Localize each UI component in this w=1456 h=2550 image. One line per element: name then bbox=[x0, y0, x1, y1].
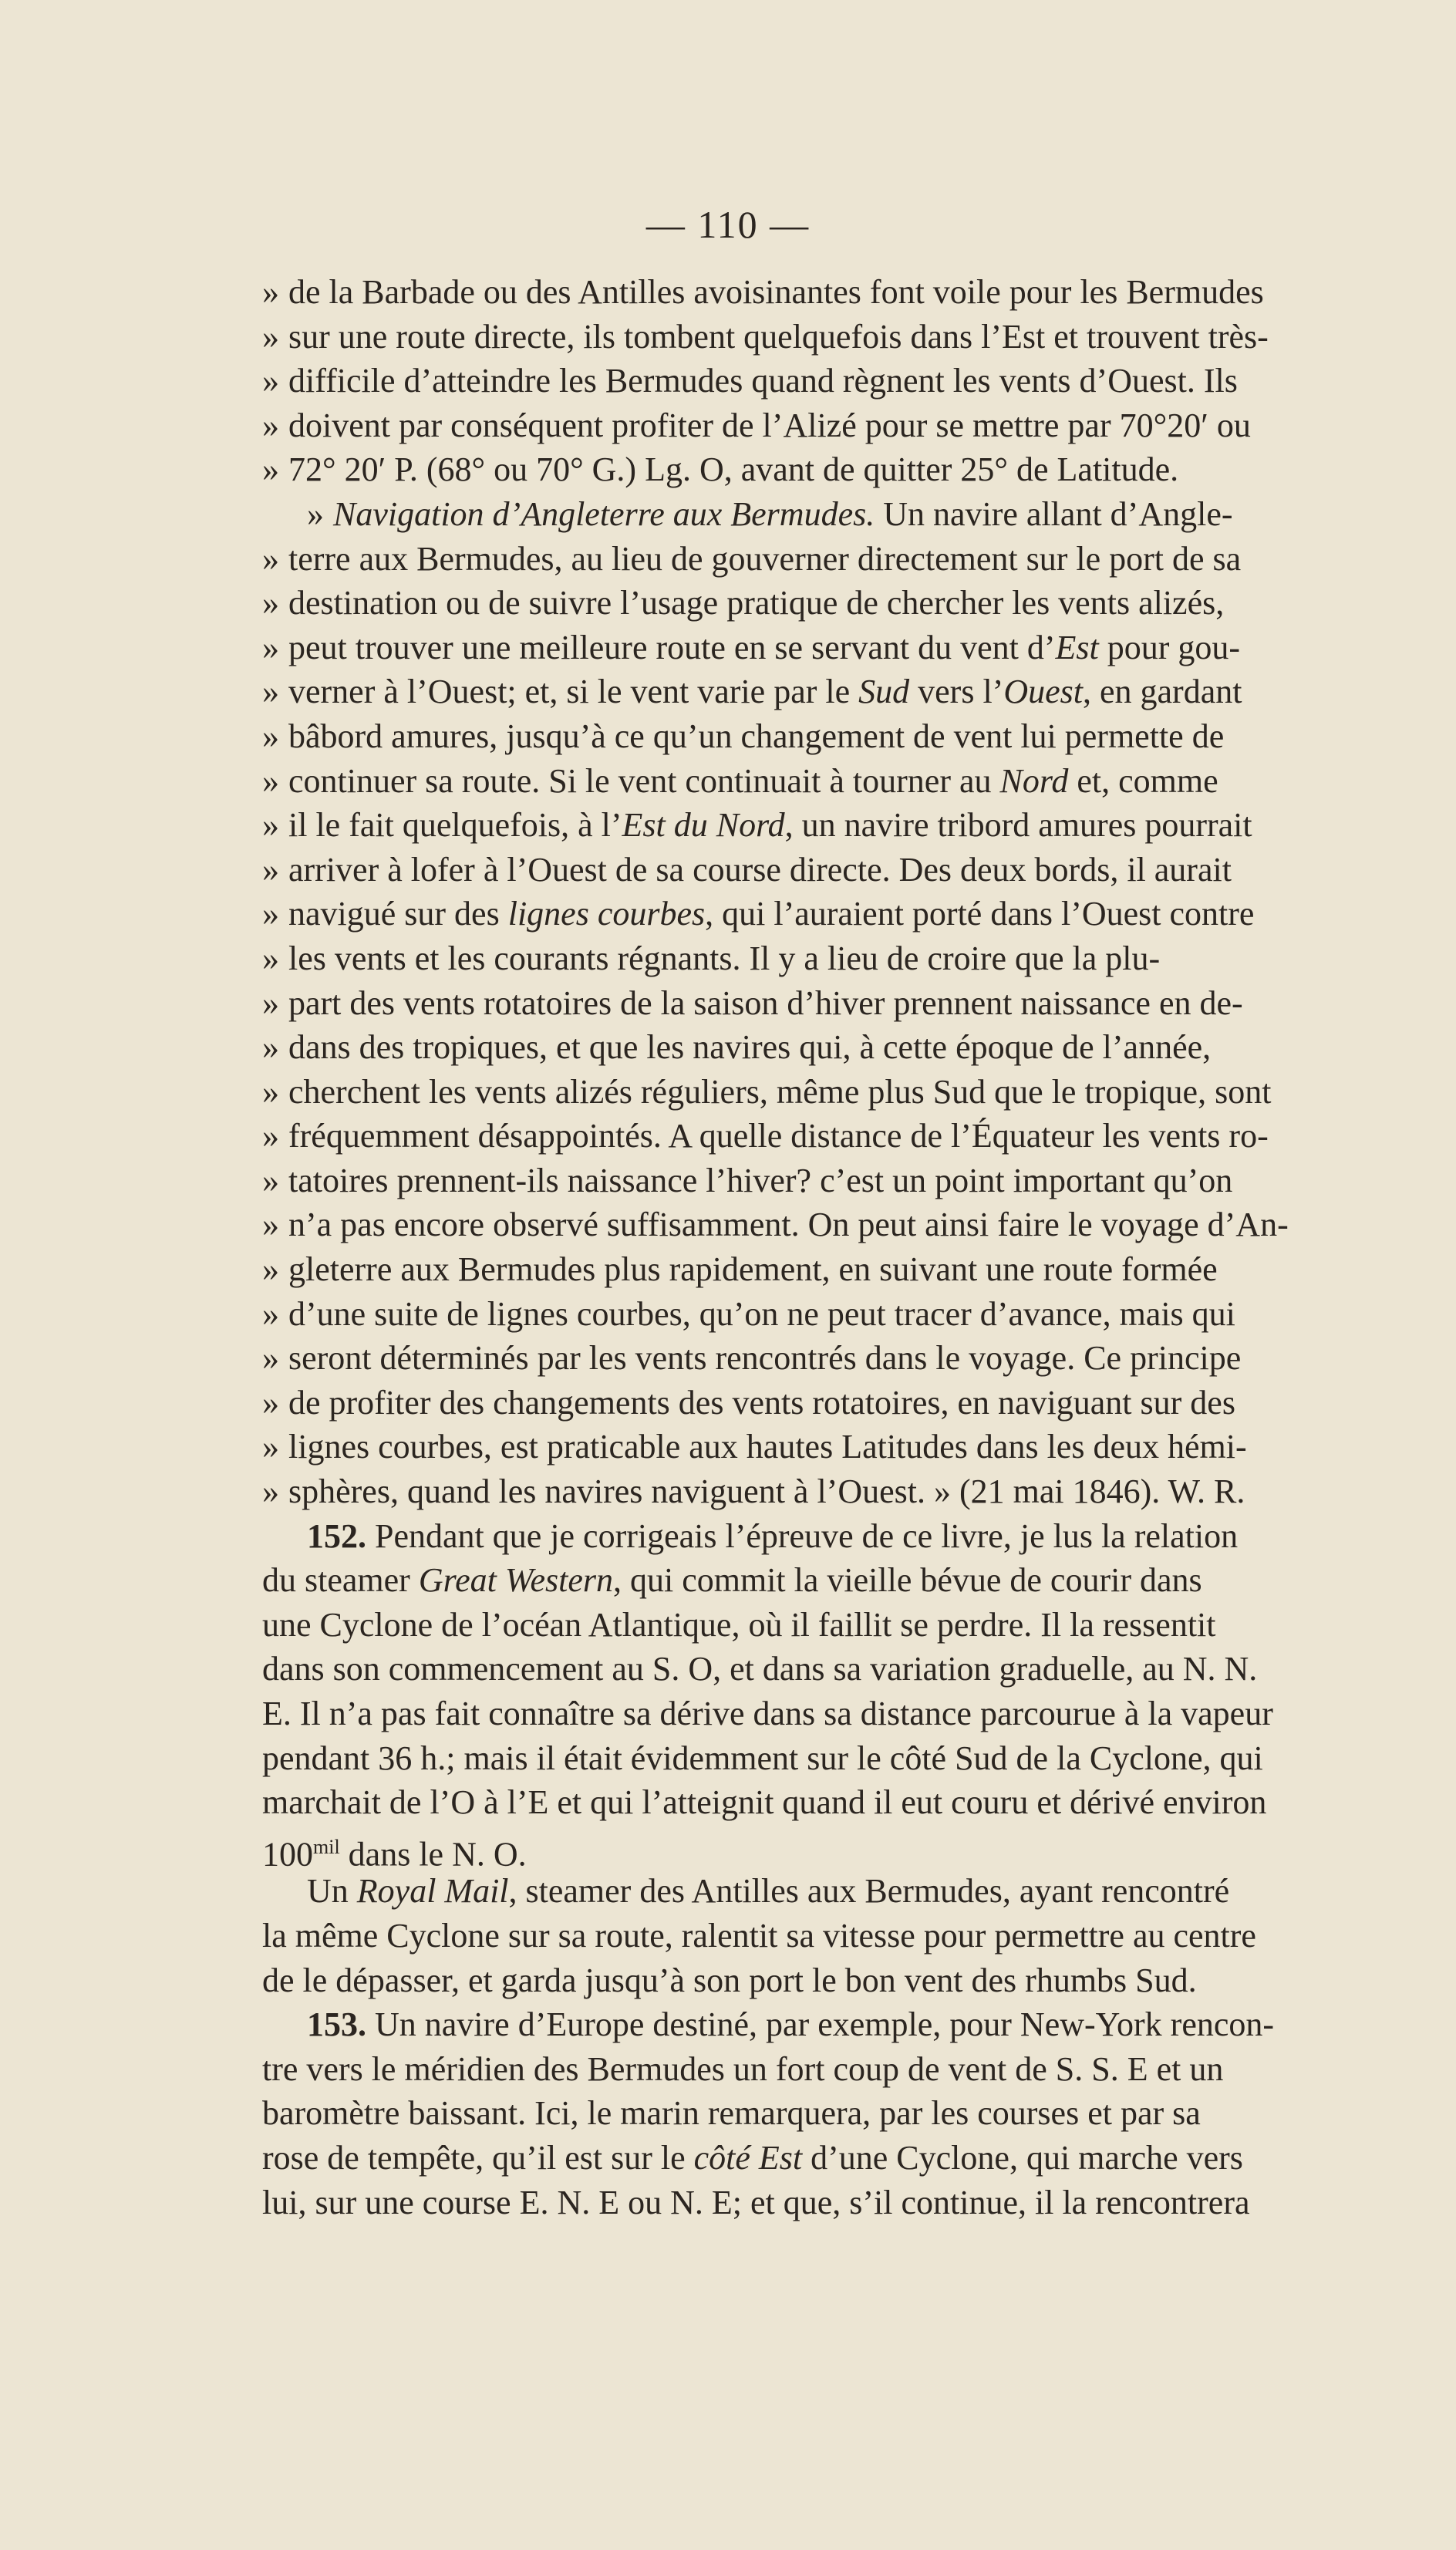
text-line: $100^{mil}$ dans le N. O. bbox=[262, 1835, 527, 1870]
text-line: de le dépasser, et garda jusqu’à son port le bon vent des rhumbs Sud. bbox=[262, 1961, 1197, 1999]
text-line: marchait de l’O à l’E et qui l’atteignit quand il eut couru et dérivé environ bbox=[262, 1783, 1267, 1822]
quote-mark: » bbox=[262, 450, 279, 489]
text-line: baromètre baissant. Ici, le marin remarquera, par les courses et par sa bbox=[262, 2094, 1201, 2133]
text-line: rose de tempête, qu’il est sur le côté Est d’une Cyclone, qui marche vers bbox=[262, 2138, 1243, 2177]
text-line: Un Royal Mail, steamer des Antilles aux Bermudes, ayant rencontré bbox=[307, 1872, 1230, 1911]
quote-mark: » bbox=[307, 494, 324, 533]
quote-mark: » bbox=[262, 717, 279, 755]
quote-mark: » bbox=[262, 1206, 279, 1244]
superscript-mil: mil bbox=[313, 1835, 340, 1858]
text-line: »d’une suite de lignes courbes, qu’on ne peut tracer d’avance, mais qui bbox=[262, 1292, 1450, 1337]
text-line: »part des vents rotatoires de la saison d’hiver prennent naissance en de- bbox=[262, 981, 1450, 1026]
text-line: »peut trouver une meilleure route en se servant du vent d’Est pour gou- bbox=[262, 626, 1450, 670]
text-line: une Cyclone de l’océan Atlantique, où il faillit se perdre. Il la ressentit bbox=[262, 1605, 1216, 1644]
text-line: E. Il n’a pas fait connaître sa dérive dans sa distance parcourue à la vapeur bbox=[262, 1695, 1273, 1732]
paragraph-number: 152. bbox=[307, 1516, 366, 1555]
text-line: »navigué sur des lignes courbes, qui l’auraient porté dans l’Ouest contre bbox=[262, 892, 1450, 936]
text-line: »de la Barbade ou des Antilles avoisinantes font voile pour les Bermudes bbox=[262, 270, 1450, 315]
text-line: »continuer sa route. Si le vent continuait à tourner au Nord et, comme bbox=[262, 759, 1450, 804]
text-line: dans son commencement au S. O, et dans sa variation graduelle, au N. N. bbox=[262, 1650, 1258, 1688]
quote-mark: » bbox=[262, 806, 279, 845]
quote-mark: » bbox=[262, 1472, 279, 1511]
quote-mark: » bbox=[262, 1383, 279, 1422]
text-line: »Navigation d’Angleterre aux Bermudes. Un navire allant d’Angle- bbox=[262, 492, 1450, 537]
text-line: lui, sur une course E. N. E ou N. E; et que, s’il continue, il la rencontrera bbox=[262, 2183, 1250, 2221]
text-line: »de profiter des changements des vents rotatoires, en naviguant sur des bbox=[262, 1381, 1450, 1425]
quote-mark: » bbox=[262, 273, 279, 311]
text-line: »tatoires prennent-ils naissance l’hiver? c’est un point important qu’on bbox=[262, 1159, 1450, 1203]
quote-mark: » bbox=[262, 1072, 279, 1111]
quote-mark: » bbox=[262, 584, 279, 622]
quote-mark: » bbox=[262, 895, 279, 933]
text-line: »il le fait quelquefois, à l’Est du Nord, un navire tribord amures pourrait bbox=[262, 803, 1450, 848]
page-number: — 110 — bbox=[645, 203, 811, 246]
quote-mark: » bbox=[262, 939, 279, 977]
quote-mark: » bbox=[262, 1250, 279, 1289]
text-line: »dans des tropiques, et que les navires qui, à cette époque de l’année, bbox=[262, 1025, 1450, 1070]
text-line: du steamer Great Western, qui commit la vieille bévue de courir dans bbox=[262, 1561, 1202, 1600]
quote-mark: » bbox=[262, 1161, 279, 1199]
quote-mark: » bbox=[262, 983, 279, 1022]
paragraph-number: 153. bbox=[307, 2005, 366, 2044]
quote-mark: » bbox=[262, 850, 279, 889]
quote-mark: » bbox=[262, 362, 279, 400]
quote-mark: » bbox=[262, 761, 279, 800]
paragraph-153-start: 153. Un navire d’Europe destiné, par exemple, pour New-York rencon- bbox=[307, 2005, 1275, 2044]
text-line: »72° 20′ P. (68° ou 70° G.) Lg. O, avant de quitter 25° de Latitude. bbox=[262, 447, 1450, 492]
text-line: »fréquemment désappointés. A quelle distance de l’Équateur les vents ro- bbox=[262, 1114, 1450, 1159]
text-line: »les vents et les courants régnants. Il y a lieu de croire que la plu- bbox=[262, 936, 1450, 981]
text-line: »cherchent les vents alizés réguliers, même plus Sud que le tropique, sont bbox=[262, 1070, 1450, 1115]
text-line: »sur une route directe, ils tombent quelquefois dans l’Est et trouvent très- bbox=[262, 315, 1450, 359]
text-line: pendant 36 h.; mais il était évidemment sur le côté Sud de la Cyclone, qui bbox=[262, 1739, 1263, 1777]
quote-mark: » bbox=[262, 628, 279, 666]
quote-mark: » bbox=[262, 1339, 279, 1378]
text-line: »terre aux Bermudes, au lieu de gouverner directement sur le port de sa bbox=[262, 537, 1450, 582]
text-line: la même Cyclone sur sa route, ralentit sa vitesse pour permettre au centre bbox=[262, 1916, 1256, 1955]
quote-mark: » bbox=[262, 1117, 279, 1155]
text-line: tre vers le méridien des Bermudes un fort coup de vent de S. S. E et un bbox=[262, 2049, 1224, 2088]
body-text bbox=[262, 270, 1450, 2225]
text-line: »bâbord amures, jusqu’à ce qu’un changement de vent lui permette de bbox=[262, 714, 1450, 759]
quote-mark: » bbox=[262, 1428, 279, 1466]
text-line: »verner à l’Ouest; et, si le vent varie par le Sud vers l’Ouest, en gardant bbox=[262, 670, 1450, 714]
text-line: »seront déterminés par les vents rencontrés dans le voyage. Ce principe bbox=[262, 1336, 1450, 1381]
text-line: »sphères, quand les navires naviguent à l’Ouest. » (21 mai 1846). W. R. bbox=[262, 1469, 1450, 1514]
quote-mark: » bbox=[262, 1294, 279, 1333]
paragraph-152-start: 152. Pendant que je corrigeais l’épreuve de ce livre, je lus la relation bbox=[307, 1516, 1239, 1555]
text-line: »n’a pas encore observé suffisamment. On peut ainsi faire le voyage d’An- bbox=[262, 1202, 1450, 1247]
text-line: »doivent par conséquent profiter de l’Alizé pour se mettre par 70°20′ ou bbox=[262, 403, 1450, 448]
text-line: »lignes courbes, est praticable aux hautes Latitudes dans les deux hémi- bbox=[262, 1425, 1450, 1469]
quote-mark: » bbox=[262, 406, 279, 444]
text-line: »gleterre aux Bermudes plus rapidement, en suivant une route formée bbox=[262, 1247, 1450, 1292]
text-line: »difficile d’atteindre les Bermudes quand règnent les vents d’Ouest. Ils bbox=[262, 359, 1450, 403]
quote-mark: » bbox=[262, 673, 279, 711]
text-line: »arriver à lofer à l’Ouest de sa course directe. Des deux bords, il aurait bbox=[262, 848, 1450, 892]
quote-mark: » bbox=[262, 1028, 279, 1067]
section-heading: Navigation d’Angleterre aux Bermudes. bbox=[333, 494, 875, 533]
quote-mark: » bbox=[262, 539, 279, 578]
text-line: »destination ou de suivre l’usage pratique de chercher les vents alizés, bbox=[262, 581, 1450, 626]
quote-mark: » bbox=[262, 317, 279, 356]
